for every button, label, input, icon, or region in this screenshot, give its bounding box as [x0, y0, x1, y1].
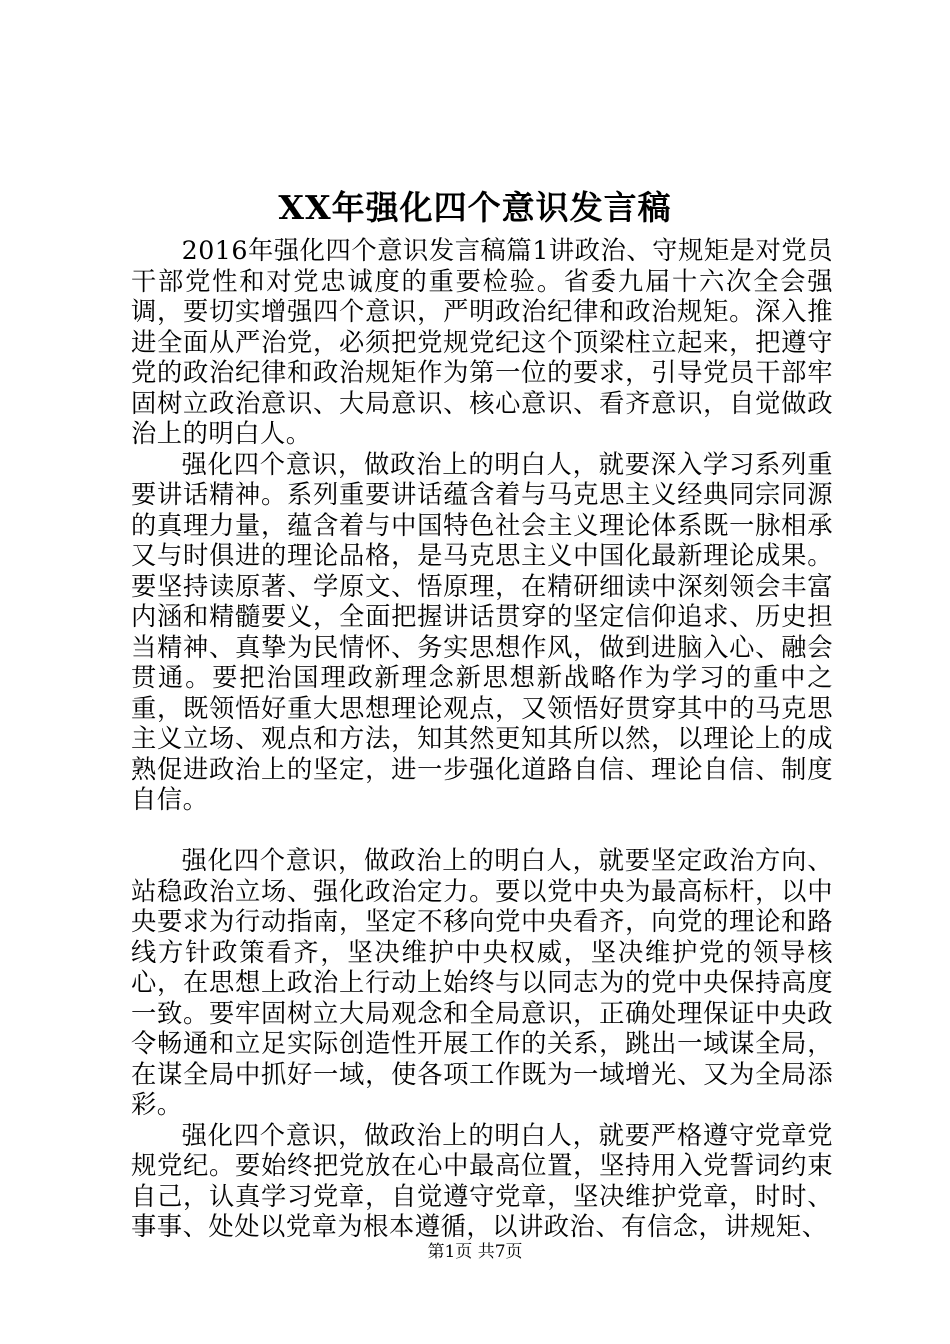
document-title: XX年强化四个意识发言稿 — [278, 188, 672, 227]
document-body — [131, 236, 833, 1243]
paragraph-4: 强化四个意识，做政治上的明白人，就要严格遵守党章党规党纪。要始终把党放在心中最高位置，坚持用入党誓词约束自己，认真学习党章，自觉遵守党章，坚决维护党章，时时、事事、处处以党章为根本遵循，以讲政治、有信念，讲规矩、 — [131, 1120, 833, 1241]
paragraph-2: 强化四个意识，做政治上的明白人，就要深入学习系列重要讲话精神。系列重要讲话蕴含着与马克思主义经典同宗同源的真理力量，蕴含着与中国特色社会主义理论体系既一脉相承又与时俱进的理论品格，是马克思主义中国化最新理论成果。要坚持读原著、学原文、悟原理，在精研细读中深刻领会丰富内涵和精髓要义，全面把握讲话贯穿的坚定信仰追求、历史担当精神、真挚为民情怀、务实思想作风，做到进脑入心、融会贯通。要把治国理政新理念新思想新战略作为学习的重中之重，既领悟好重大思想理论观点，又领悟好贯穿其中的马克思主义立场、观点和方法，知其然更知其所以然，以理论上的成熟促进政治上的坚定，进一步强化道路自信、理论自信、制度自信。 — [131, 449, 833, 814]
paragraph-spacer — [131, 816, 833, 847]
paragraph-3: 强化四个意识，做政治上的明白人，就要坚定政治方向、站稳政治立场、强化政治定力。要以党中央为最高标杆，以中央要求为行动指南，坚定不移向党中央看齐，向党的理论和路线方针政策看齐，坚决维护中央权威，坚决维护党的领导核心，在思想上政治上行动上始终与以同志为的党中央保持高度一致。要牢固树立大局观念和全局意识，正确处理保证中央政令畅通和立足实际创造性开展工作的关系，跳出一域谋全局，在谋全局中抓好一域，使各项工作既为一域增光、又为全局添彩。 — [131, 846, 833, 1119]
page-number-footer: 第1页 共7页 — [427, 1242, 523, 1262]
paragraph-1: 2016年强化四个意识发言稿篇1讲政治、守规矩是对党员干部党性和对党忠诚度的重要检验。省委九届十六次全会强调，要切实增强四个意识，严明政治纪律和政治规矩。深入推进全面从严治党，必须把党规党纪这个顶梁柱立起来，把遵守党的政治纪律和政治规矩作为第一位的要求，引导党员干部牢固树立政治意识、大局意识、核心意识、看齐意识，自觉做政治上的明白人。 — [131, 236, 833, 448]
